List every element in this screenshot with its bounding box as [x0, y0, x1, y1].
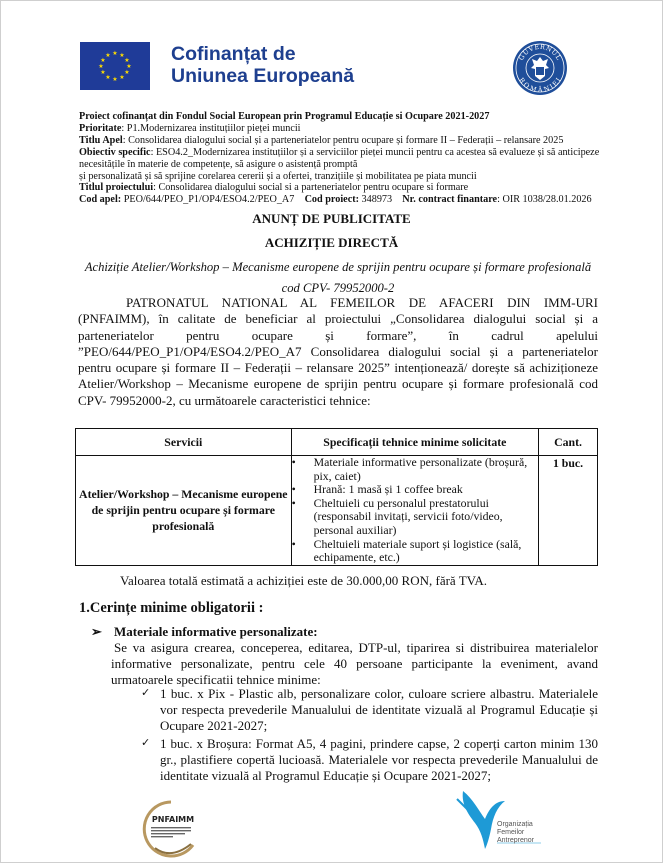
romanian-government-emblem-icon	[512, 40, 568, 96]
checklist-item-text: 1 buc. x Broșura: Format A5, 4 pagini, prindere capse, 2 coperți carton minim 130 gr., plastifiere copertă lucioasă. Materialele vor respecta prevederile Manualului de identitate vizuală al Programul Educație și Ocupare 2021-2027;	[160, 736, 598, 783]
bullet-icon: •	[291, 482, 296, 497]
eu-flag-icon	[80, 42, 150, 90]
svg-text:★: ★	[105, 52, 111, 59]
bullet-icon: •	[291, 455, 296, 469]
project-title-value: : Consolidarea dialogului social si a parteneriatelor pentru ocupare si formare	[153, 182, 469, 194]
spec-list-item	[292, 456, 538, 483]
specific-objective-label: Obiectiv specific	[79, 146, 151, 158]
section-heading-minimum-requirements: 1.Cerințe minime obligatorii :	[79, 600, 264, 616]
ofa-logo-text	[497, 821, 534, 845]
column-header-quantity: Cant.	[539, 429, 598, 456]
svg-text:★: ★	[119, 74, 125, 81]
call-code-label: Cod apel:	[79, 194, 122, 206]
materials-checklist	[141, 686, 598, 787]
intro-paragraph: PATRONATUL NATIONAL AL FEMEILOR DE AFACERI DIN IMM-URI (PNFAIMM), în calitate de beneficiar al proiectului „Consolidarea dialogului social și a parteneriatelor pentru ocupare și formare”, în cadrul apelului ”PEO/644/PEO_P1/OP4/ESO4.2/PEO_A7 Consolidarea dialogului social și a parteneriatelor pentru ocupare și formare II – Federații – relansare 2025” intenționează/ dorește să achiziționeze Atelier/Workshop – Mecanisme europene de sprijin pentru ocupare și formare profesională cod CPV- 79952000-2, cu următoarele caracteristici tehnice:	[78, 295, 598, 408]
quantity-cell: 1 buc.	[539, 456, 598, 566]
gov-emblem-bottom-text: ROMÂNIEI	[517, 76, 563, 95]
table-header-row	[76, 429, 598, 456]
total-estimated-value: Valoarea totală estimată a achiziției este de 30.000,00 RON, fără TVA.	[120, 573, 488, 588]
contract-number-value: : OIR 1038/28.01.2026	[497, 194, 592, 206]
svg-text:★: ★	[124, 69, 130, 76]
call-title-value: : Consolidarea dialogului social și a parteneriatelor pentru ocupare și formare II – Federații – relansare 2025	[122, 134, 564, 146]
spec-text: Cheltuieli materiale suport și logistice (sală, echipamente, etc.)	[313, 536, 522, 565]
bullet-icon: •	[291, 495, 296, 510]
priority-label: Prioritate	[79, 122, 122, 134]
subsection-heading-text: Materiale informative personalizate:	[114, 624, 318, 639]
ofa-line2: Femeilor	[497, 829, 525, 836]
specific-objective-value: : ESO4.2_Modernizarea instituțiilor și a serviciilor pieței muncii pentru ca acestea să evalueze și să anticipeze	[150, 146, 600, 158]
priority-value: : P1.Modernizarea instituțiilor pieței muncii	[121, 122, 301, 134]
specifications-table	[75, 428, 598, 566]
arrow-bullet-icon: ➢	[91, 624, 102, 639]
svg-text:★: ★	[100, 57, 106, 64]
project-info-block	[79, 111, 599, 206]
checklist-item-text: 1 buc. x Pix - Plastic alb, personalizare color, culoare scriere albastru. Materialele vor respecta prevederile Manualului de identitate vizuală al Programul Educație și Ocupare 2021-2027;	[160, 686, 598, 733]
bullet-icon: •	[291, 536, 296, 551]
service-name-cell: Atelier/Workshop – Mecanisme europene de sprijin pentru ocupare și formare profesională	[76, 456, 292, 566]
eu-label-line2: Uniunea Europeană	[171, 65, 355, 87]
announcement-title: ANUNȚ DE PUBLICITATE	[252, 211, 411, 226]
call-title-label: Titlu Apel	[79, 134, 123, 146]
spec-text: Hrană: 1 masă și 1 coffee break	[313, 482, 463, 497]
pnfaimm-logo	[141, 798, 201, 860]
svg-text:★: ★	[112, 50, 118, 57]
ofa-line3: Antreprenor	[497, 837, 534, 844]
checklist-item	[141, 686, 598, 733]
column-header-services: Servicii	[76, 429, 292, 456]
checkmark-icon: ✓	[141, 687, 151, 699]
materials-paragraph: Se va asigura crearea, conceperea, editarea, DTP-ul, tiparirea si distribuirea materialelor informative personalizate, pentru cele 40 persoane participante la eveniment, avand urmatoarele specificatii tehnice minime:	[111, 640, 598, 687]
svg-text:★: ★	[119, 52, 125, 59]
svg-text:★: ★	[126, 63, 132, 70]
specific-objective-line2: necesitățile în materie de competențe, să asigure o asistență promptă	[79, 158, 358, 170]
contract-number-label: Nr. contract finantare	[402, 194, 498, 206]
eu-label-line1: Cofinanțat de	[171, 43, 296, 65]
svg-text:★: ★	[112, 76, 118, 83]
procurement-type-title: ACHIZIȚIE DIRECTĂ	[264, 235, 399, 250]
svg-text:★: ★	[100, 69, 106, 76]
procurement-subtitle: Achiziție Atelier/Workshop – Mecanisme europene de sprijin pentru ocupare și formare profesională cod CPV- 79952000-2	[84, 260, 592, 295]
column-header-specifications: Specificații tehnice minime solicitate	[291, 429, 538, 456]
ofa-line1: Organizația	[497, 821, 533, 828]
svg-text:★: ★	[98, 63, 104, 70]
subsection-heading-materials	[91, 624, 318, 640]
svg-text:★: ★	[105, 74, 111, 81]
eu-cofinancing-label	[171, 43, 354, 87]
project-code-value: 348973	[359, 194, 393, 206]
project-title-label: Titlul proiectului	[79, 182, 154, 194]
specific-objective-line3: și personalizată și să sprijine corelarea cererii și a ofertei, tranzițiile și mobilitatea pe piata muncii	[79, 170, 477, 182]
specifications-cell	[291, 456, 538, 566]
svg-text:★: ★	[124, 57, 130, 64]
spec-list-item	[292, 538, 538, 565]
spec-list-item	[292, 483, 538, 497]
spec-text: Cheltuieli cu personalul prestatorului (responsabil invitați, servicii foto/video, personal auxiliar)	[313, 495, 503, 537]
call-code-value: PEO/644/PEO_P1/OP4/ESO4.2/PEO_A7	[121, 194, 295, 206]
table-row	[76, 456, 598, 566]
pnfaimm-logo-name: PNFAIMM	[151, 815, 195, 824]
spec-text: Materiale informative personalizate (broșură, pix, caiet)	[313, 455, 528, 483]
checkmark-icon: ✓	[141, 737, 151, 750]
project-cofinancing-line: Proiect cofinanțat din Fondul Social European prin Programul Educație si Ocupare 2021-2027	[79, 111, 490, 122]
gov-emblem-top-text: GUVERNUL	[517, 42, 563, 62]
spec-list-item	[292, 497, 538, 538]
project-code-label: Cod proiect:	[304, 194, 359, 206]
checklist-item	[141, 736, 598, 783]
